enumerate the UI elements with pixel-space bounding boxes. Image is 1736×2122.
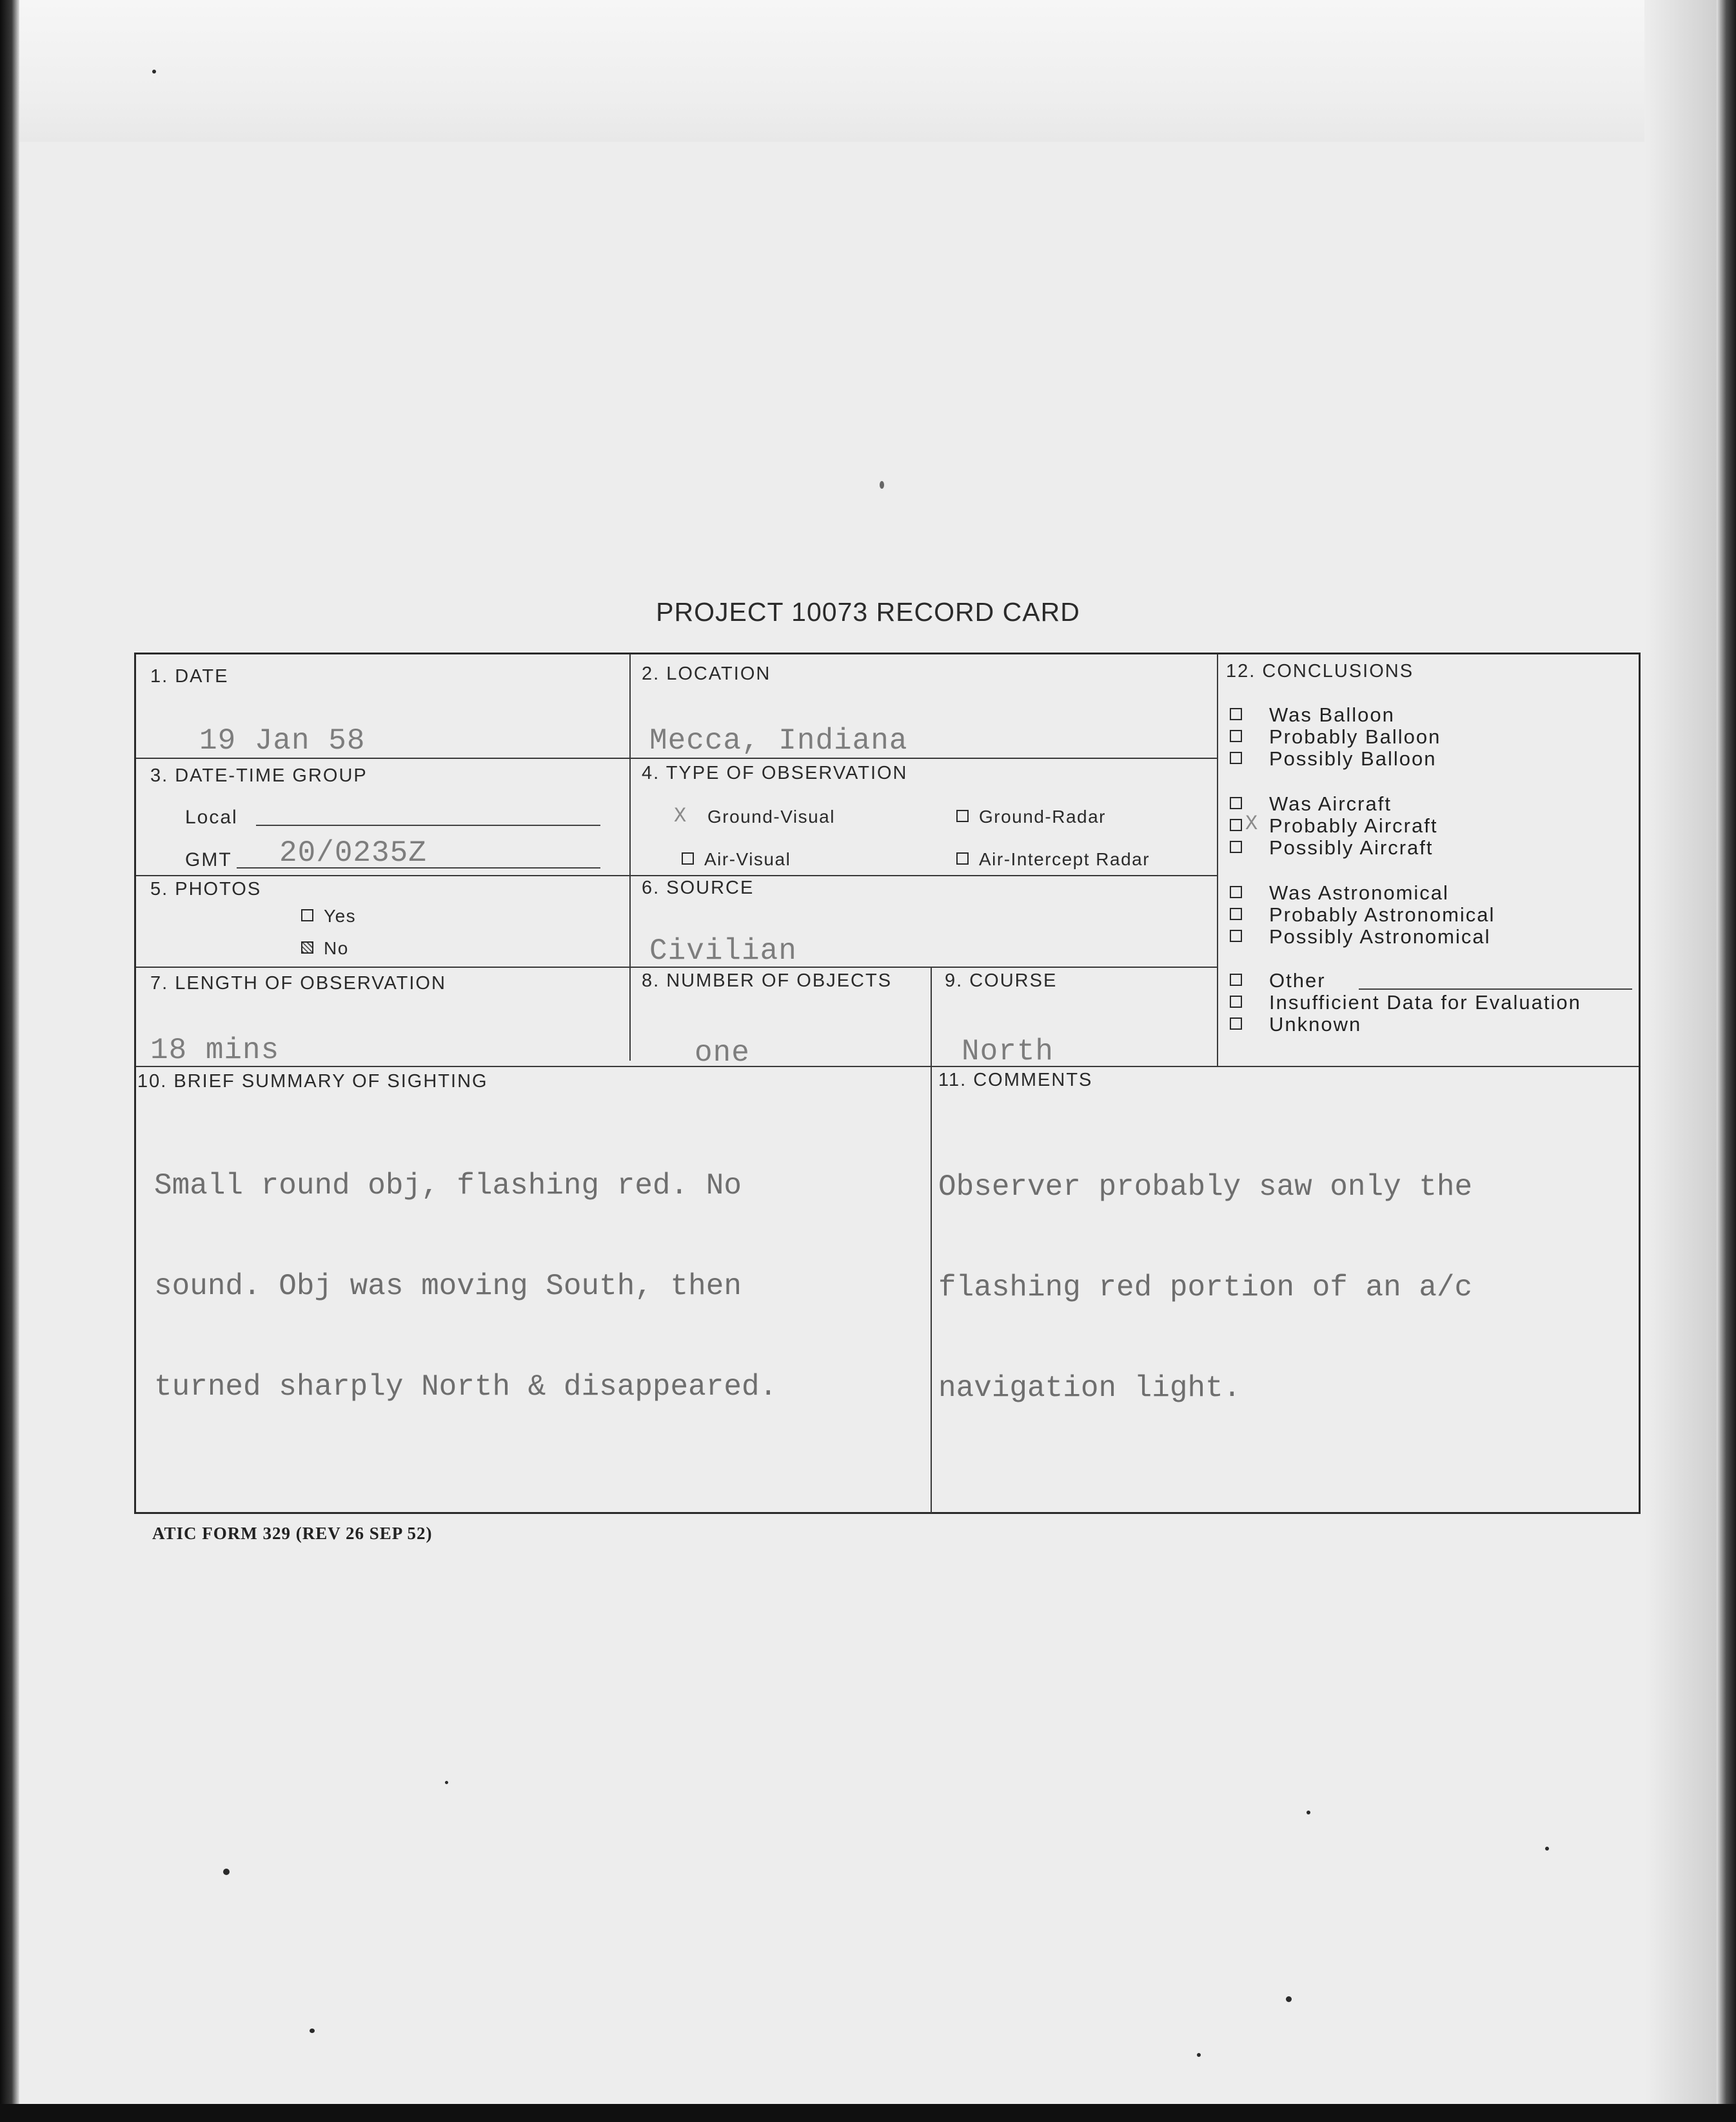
course-value: North: [962, 1035, 1054, 1068]
record-card: [134, 653, 1641, 1514]
ground-radar-label: Ground-Radar: [979, 807, 1106, 827]
checkbox-icon: [1230, 708, 1242, 720]
air-visual-label: Air-Visual: [704, 849, 791, 869]
scan-edge-left: [0, 0, 19, 2122]
ground-visual-label: Ground-Visual: [707, 807, 835, 827]
summary-text: [154, 1102, 777, 1471]
location-value: Mecca, Indiana: [649, 724, 908, 758]
dust-speck: [223, 1869, 230, 1875]
date-value: 19 Jan 58: [199, 724, 366, 758]
checkbox-icon: [1230, 1017, 1242, 1030]
conclusion-possibly-aircraft[interactable]: Possibly Aircraft: [1230, 836, 1434, 860]
photos-no-option[interactable]: [301, 938, 349, 959]
divider: [136, 1066, 1639, 1067]
dust-speck: [1286, 1996, 1292, 2002]
conclusion-other[interactable]: Other: [1230, 969, 1326, 992]
gmt-underline: [237, 867, 600, 869]
checkbox-icon: [1230, 841, 1242, 853]
divider: [1217, 654, 1218, 1066]
conclusion-insufficient-data[interactable]: Insufficient Data for Evaluation: [1230, 991, 1581, 1014]
comments-line: navigation light.: [938, 1371, 1241, 1405]
summary-line: turned sharply North & disappeared.: [154, 1370, 778, 1404]
comments-label: 11. COMMENTS: [938, 1070, 1093, 1090]
conclusion-possibly-balloon[interactable]: Possibly Balloon: [1230, 747, 1436, 771]
objects-value: one: [695, 1036, 750, 1070]
probably-aircraft-check-mark: X: [1245, 812, 1258, 836]
dust-speck: [445, 1781, 448, 1784]
checkbox-icon: [1230, 974, 1242, 986]
gmt-value: 20/0235Z: [279, 836, 427, 870]
scan-edge-right: [1717, 0, 1736, 2122]
course-label: 9. COURSE: [945, 970, 1058, 991]
air-intercept-radar-option[interactable]: [956, 849, 1150, 870]
conclusion-was-astronomical[interactable]: Was Astronomical: [1230, 881, 1449, 905]
paper-fold: [19, 0, 1644, 142]
checkbox-icon: [1230, 730, 1242, 742]
dust-speck: [1307, 1811, 1310, 1814]
local-underline: [256, 825, 600, 826]
dust-speck: [1197, 2053, 1201, 2057]
checkbox-icon: [1230, 752, 1242, 764]
conclusion-probably-astronomical[interactable]: Probably Astronomical: [1230, 903, 1495, 927]
air-intercept-radar-label: Air-Intercept Radar: [979, 849, 1150, 869]
photos-yes-label: Yes: [324, 906, 357, 926]
dust-speck: [880, 481, 884, 489]
datetime-label: 3. DATE-TIME GROUP: [150, 765, 368, 786]
checkbox-icon: [1230, 930, 1242, 942]
conclusion-probably-balloon[interactable]: Probably Balloon: [1230, 725, 1441, 749]
objects-label: 8. NUMBER OF OBJECTS: [642, 970, 893, 991]
checkbox-icon: [956, 810, 969, 822]
divider: [931, 967, 932, 1513]
location-label: 2. LOCATION: [642, 663, 771, 684]
photos-label: 5. PHOTOS: [150, 879, 262, 899]
air-visual-option[interactable]: [682, 849, 791, 870]
photos-yes-option[interactable]: [301, 906, 356, 927]
conclusion-was-balloon[interactable]: Was Balloon: [1230, 703, 1395, 727]
checkbox-icon: [1230, 886, 1242, 898]
dust-speck: [1545, 1847, 1549, 1851]
source-value: Civilian: [649, 934, 797, 968]
checked-box-icon: [301, 941, 313, 954]
divider: [629, 654, 631, 1061]
summary-line: Small round obj, flashing red. No: [154, 1169, 742, 1203]
source-label: 6. SOURCE: [642, 878, 755, 898]
summary-label: 10. BRIEF SUMMARY OF SIGHTING: [137, 1071, 488, 1092]
checkbox-icon: [1230, 819, 1242, 831]
comments-line: flashing red portion of an a/c: [938, 1271, 1473, 1304]
length-value: 18 mins: [150, 1034, 280, 1067]
dust-speck: [152, 70, 156, 74]
gmt-label: GMT: [185, 849, 232, 870]
summary-line: sound. Obj was moving South, then: [154, 1270, 742, 1303]
conclusion-unknown[interactable]: Unknown: [1230, 1013, 1361, 1036]
divider: [136, 875, 1217, 876]
ground-visual-check-mark: X: [674, 804, 687, 828]
scan-edge-bottom: [0, 2104, 1736, 2122]
comments-line: Observer probably saw only the: [938, 1170, 1473, 1204]
conclusion-was-aircraft[interactable]: Was Aircraft: [1230, 792, 1392, 816]
conclusion-possibly-astronomical[interactable]: Possibly Astronomical: [1230, 925, 1491, 948]
date-label: 1. DATE: [150, 666, 229, 687]
ground-visual-option[interactable]: [707, 807, 835, 827]
scan-shadow-right: [1646, 0, 1717, 2122]
checkbox-icon: [956, 852, 969, 865]
photos-no-label: No: [324, 938, 349, 958]
checkbox-icon: [1230, 797, 1242, 809]
card-title: PROJECT 10073 RECORD CARD: [656, 597, 1080, 627]
checkbox-icon: [682, 852, 694, 865]
observation-type-label: 4. TYPE OF OBSERVATION: [642, 763, 908, 783]
checkbox-icon: [301, 909, 313, 921]
checkbox-icon: [1230, 996, 1242, 1008]
conclusions-label: 12. CONCLUSIONS: [1226, 661, 1414, 682]
form-identifier: ATIC FORM 329 (REV 26 SEP 52): [152, 1524, 433, 1543]
local-label: Local: [185, 807, 238, 828]
checkbox-icon: [1230, 908, 1242, 920]
conclusion-probably-aircraft[interactable]: Probably Aircraft: [1230, 814, 1437, 838]
other-underline: [1359, 988, 1632, 990]
dust-speck: [310, 2029, 315, 2033]
divider: [136, 758, 1217, 759]
length-label: 7. LENGTH OF OBSERVATION: [150, 973, 446, 994]
ground-radar-option[interactable]: [956, 807, 1106, 827]
comments-text: [938, 1103, 1472, 1472]
